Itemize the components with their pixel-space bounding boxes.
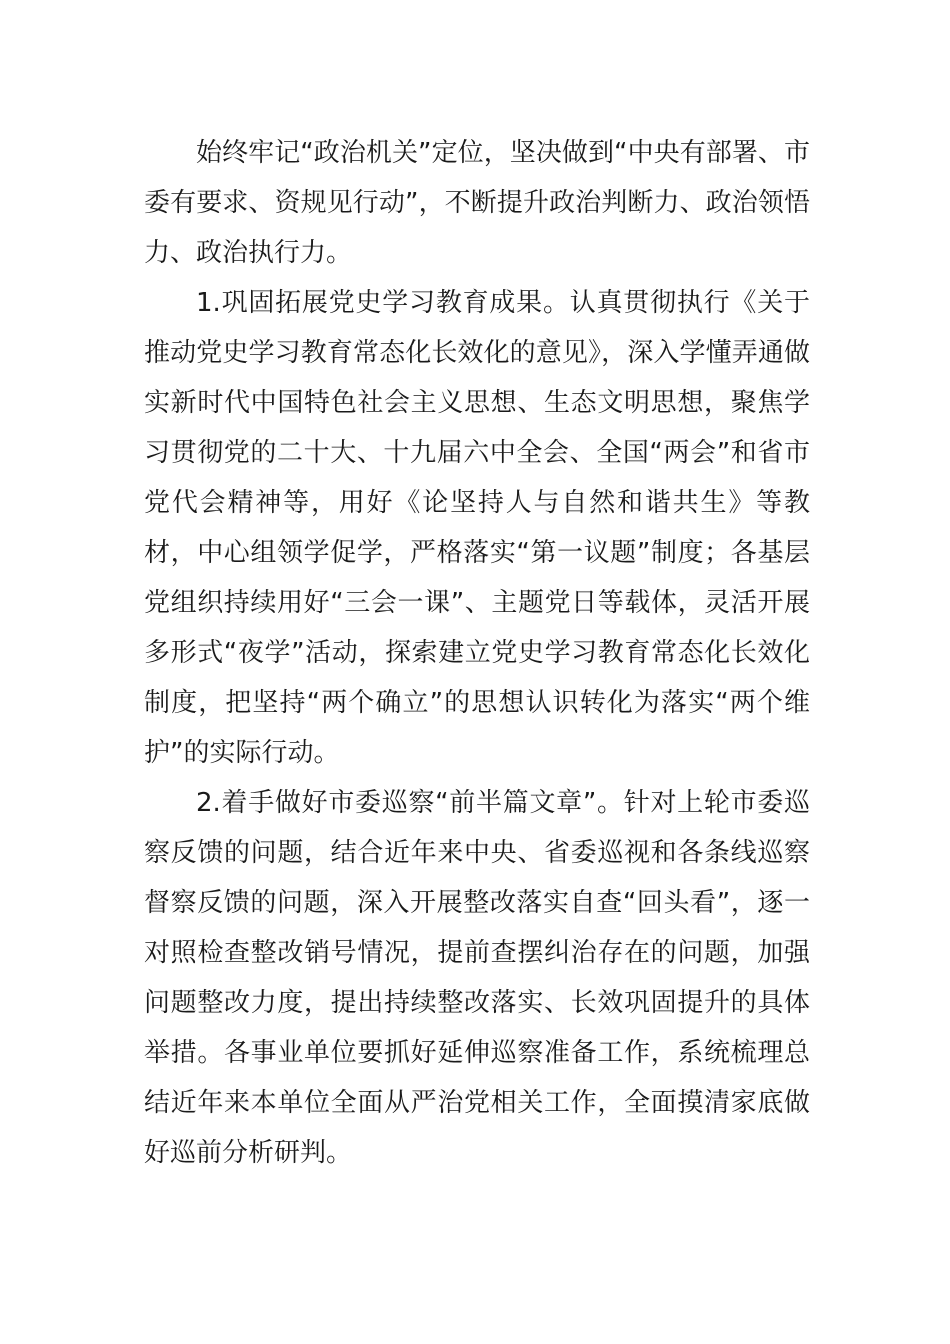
paragraph-party-history-education: 1.巩固拓展党史学习教育成果。认真贯彻执行《关于推动党史学习教育常态化长效化的意见》，深入学懂弄通做实新时代中国特色社会主义思想、生态文明思想，聚焦学习贯彻党的二十大、十九届六中全会、全国“两会”和省市党代会精神等，用好《论坚持人与自然和谐共生》等教材，中心组领学促学，严格落实“第一议题”制度；各基层党组织持续用好“三会一课”、主题党日等载体，灵活开展多形式“夜学”活动，探索建立党史学习教育常态化长效化制度，把坚持“两个确立”的思想认识转化为落实“两个维护”的实际行动。 [144,288,810,768]
document-body [144,128,810,1178]
paragraph-inspection-preparation: 2.着手做好市委巡察“前半篇文章”。针对上轮市委巡察反馈的问题，结合近年来中央、省委巡视和各条线巡察督察反馈的问题，深入开展整改落实自查“回头看”，逐一对照检查整改销号情况，提前查摆纠治存在的问题，加强问题整改力度，提出持续整改落实、长效巩固提升的具体举措。各事业单位要抓好延伸巡察准备工作，系统梳理总结近年来本单位全面从严治党相关工作，全面摸清家底做好巡前分析研判。 [144,788,810,1168]
paragraph-political-positioning: 始终牢记“政治机关”定位，坚决做到“中央有部署、市委有要求、资规见行动”，不断提升政治判断力、政治领悟力、政治执行力。 [144,138,810,268]
